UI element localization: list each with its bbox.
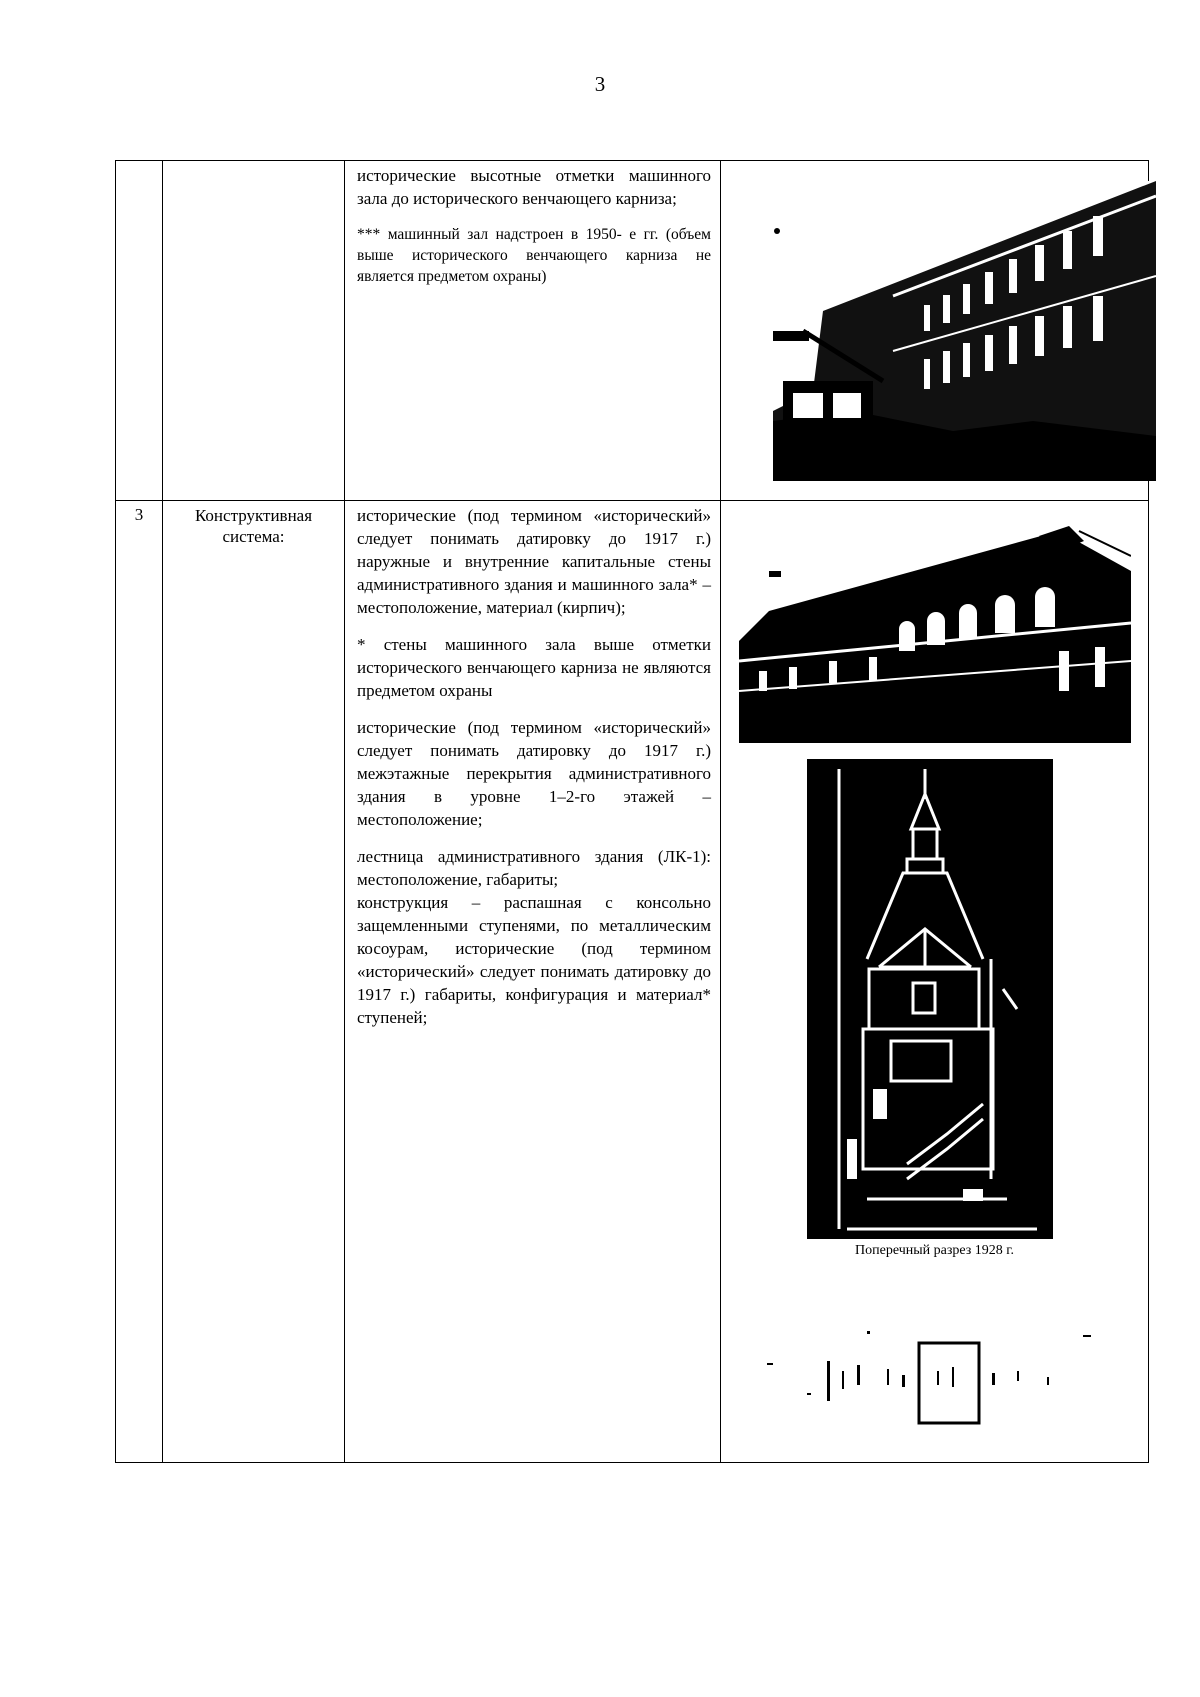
row-number-cell bbox=[116, 161, 163, 501]
description-paragraph: лестница административного здания (ЛК-1): местоположение, габариты; bbox=[357, 847, 711, 889]
description-cell bbox=[345, 161, 721, 501]
protection-subject-table bbox=[115, 160, 1149, 1463]
description-note: *** машинный зал надстроен в 1950- е гг. (объем выше исторического венчающего карниза не является предметом охраны) bbox=[357, 226, 711, 285]
photo-cell bbox=[721, 501, 1149, 1463]
row-number-cell: 3 bbox=[116, 501, 163, 1463]
row-heading-cell: Конструктивная система: bbox=[163, 501, 345, 1463]
description-paragraph: исторические высотные отметки машинного зала до исторического венчающего карниза; bbox=[357, 166, 711, 208]
photo-cell bbox=[721, 161, 1149, 501]
table-row bbox=[116, 161, 1149, 501]
historic-photo-1931 bbox=[773, 181, 1156, 481]
table-row bbox=[116, 501, 1149, 1463]
description-note: * стены машинного зала выше отметки исторического венчающего карниза не являются предметом охраны bbox=[357, 635, 711, 700]
historic-facade-photo bbox=[739, 511, 1131, 743]
cross-section-drawing bbox=[807, 759, 1053, 1239]
description-paragraph: исторические (под термином «исторический» следует понимать датировку до 1917 г.) наружные и внутренние капитальные стены административного здания и машинного зала* – местоположение, материал (кирпич); bbox=[357, 506, 711, 617]
sketch-fragment bbox=[747, 1291, 1127, 1441]
description-paragraph: конструкция – распашная с консольно защемленными ступенями, по металлическим косоурам, исторические (под термином «исторический» следует понимать датировку до 1917 г.) габариты, конфигурация и материал* ступеней; bbox=[357, 893, 711, 1027]
row-heading-cell bbox=[163, 161, 345, 501]
section-caption: Поперечный разрез 1928 г. bbox=[855, 1243, 1014, 1258]
description-cell bbox=[345, 501, 721, 1463]
page-number: 3 bbox=[594, 72, 606, 96]
description-paragraph: исторические (под термином «исторический» следует понимать датировку до 1917 г.) межэтажные перекрытия административного здания в уровне 1–2-го этажей – местоположение; bbox=[357, 718, 711, 829]
photo-caption: Фото 1931 г. bbox=[897, 457, 972, 472]
